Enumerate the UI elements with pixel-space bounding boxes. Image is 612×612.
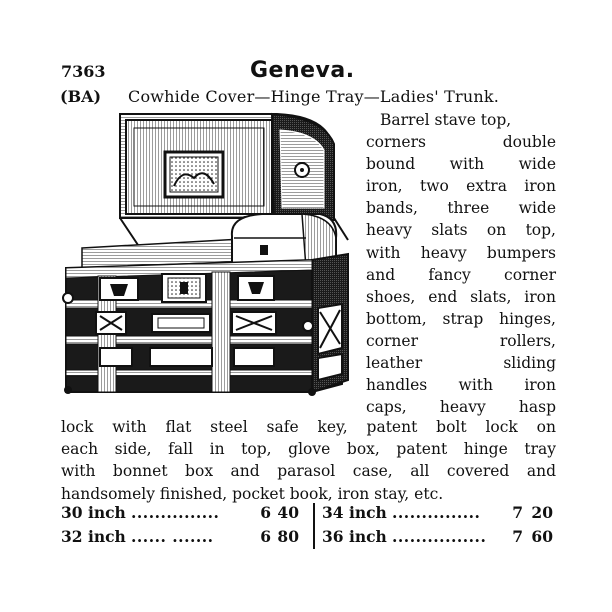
price-row [61,503,556,525]
description-full [61,416,556,505]
trunk-illustration [62,108,362,403]
description-line: with heavy bumpers [366,243,556,262]
product-subtitle: Cowhide Cover—Hinge Tray—Ladies' Trunk. [128,87,500,106]
description-line: leather sliding [366,354,556,373]
price-dollars: 6 [260,527,271,546]
description-line: lock with flat steel safe key, patent bolt lock on [61,418,556,436]
description-line: with bonnet box and parasol case, all covered and [61,462,556,481]
column-divider [313,503,315,549]
price-cents: 20 [531,503,553,522]
price-leader: ................ [392,527,487,546]
description-line: bottom, strap hinges, [366,309,556,328]
description-line: shoes, end slats, iron [366,287,556,306]
item-number: 7363 [61,62,106,81]
description-line: each side, fall in top, glove box, patent hinge tray [61,440,556,459]
price-size: 32 inch [61,527,126,546]
description-line: bound with wide [366,155,556,174]
price-dollars: 7 [512,527,523,546]
price-row [61,527,556,549]
price-leader: ............... [131,503,220,522]
price-size: 34 inch [322,503,387,522]
description-line: caps, heavy hasp [366,398,556,417]
price-cents: 60 [531,527,553,546]
description-line: corner rollers, [366,331,556,350]
description-line: handsomely finished, pocket book, iron stay, etc. [61,484,444,503]
price-size: 30 inch [61,503,126,522]
description-line: heavy slats on top, [366,221,556,240]
price-dollars: 7 [512,503,523,522]
price-size: 36 inch [322,527,387,546]
price-cents: 40 [277,503,299,522]
price-leader: ...... ....... [131,527,214,546]
description-line: handles with iron [366,376,556,395]
description-line: iron, two extra iron [366,177,556,196]
description-line: corners double [366,133,556,152]
description-right [366,109,556,418]
price-cents: 80 [277,527,299,546]
description-line: and fancy corner [366,265,556,284]
catalog-code: (BA) [60,87,102,106]
description-line: Barrel stave top, [380,111,512,129]
product-title: Geneva. [250,58,355,83]
price-dollars: 6 [260,503,271,522]
description-line: bands, three wide [366,199,556,218]
price-leader: ............... [392,503,481,522]
